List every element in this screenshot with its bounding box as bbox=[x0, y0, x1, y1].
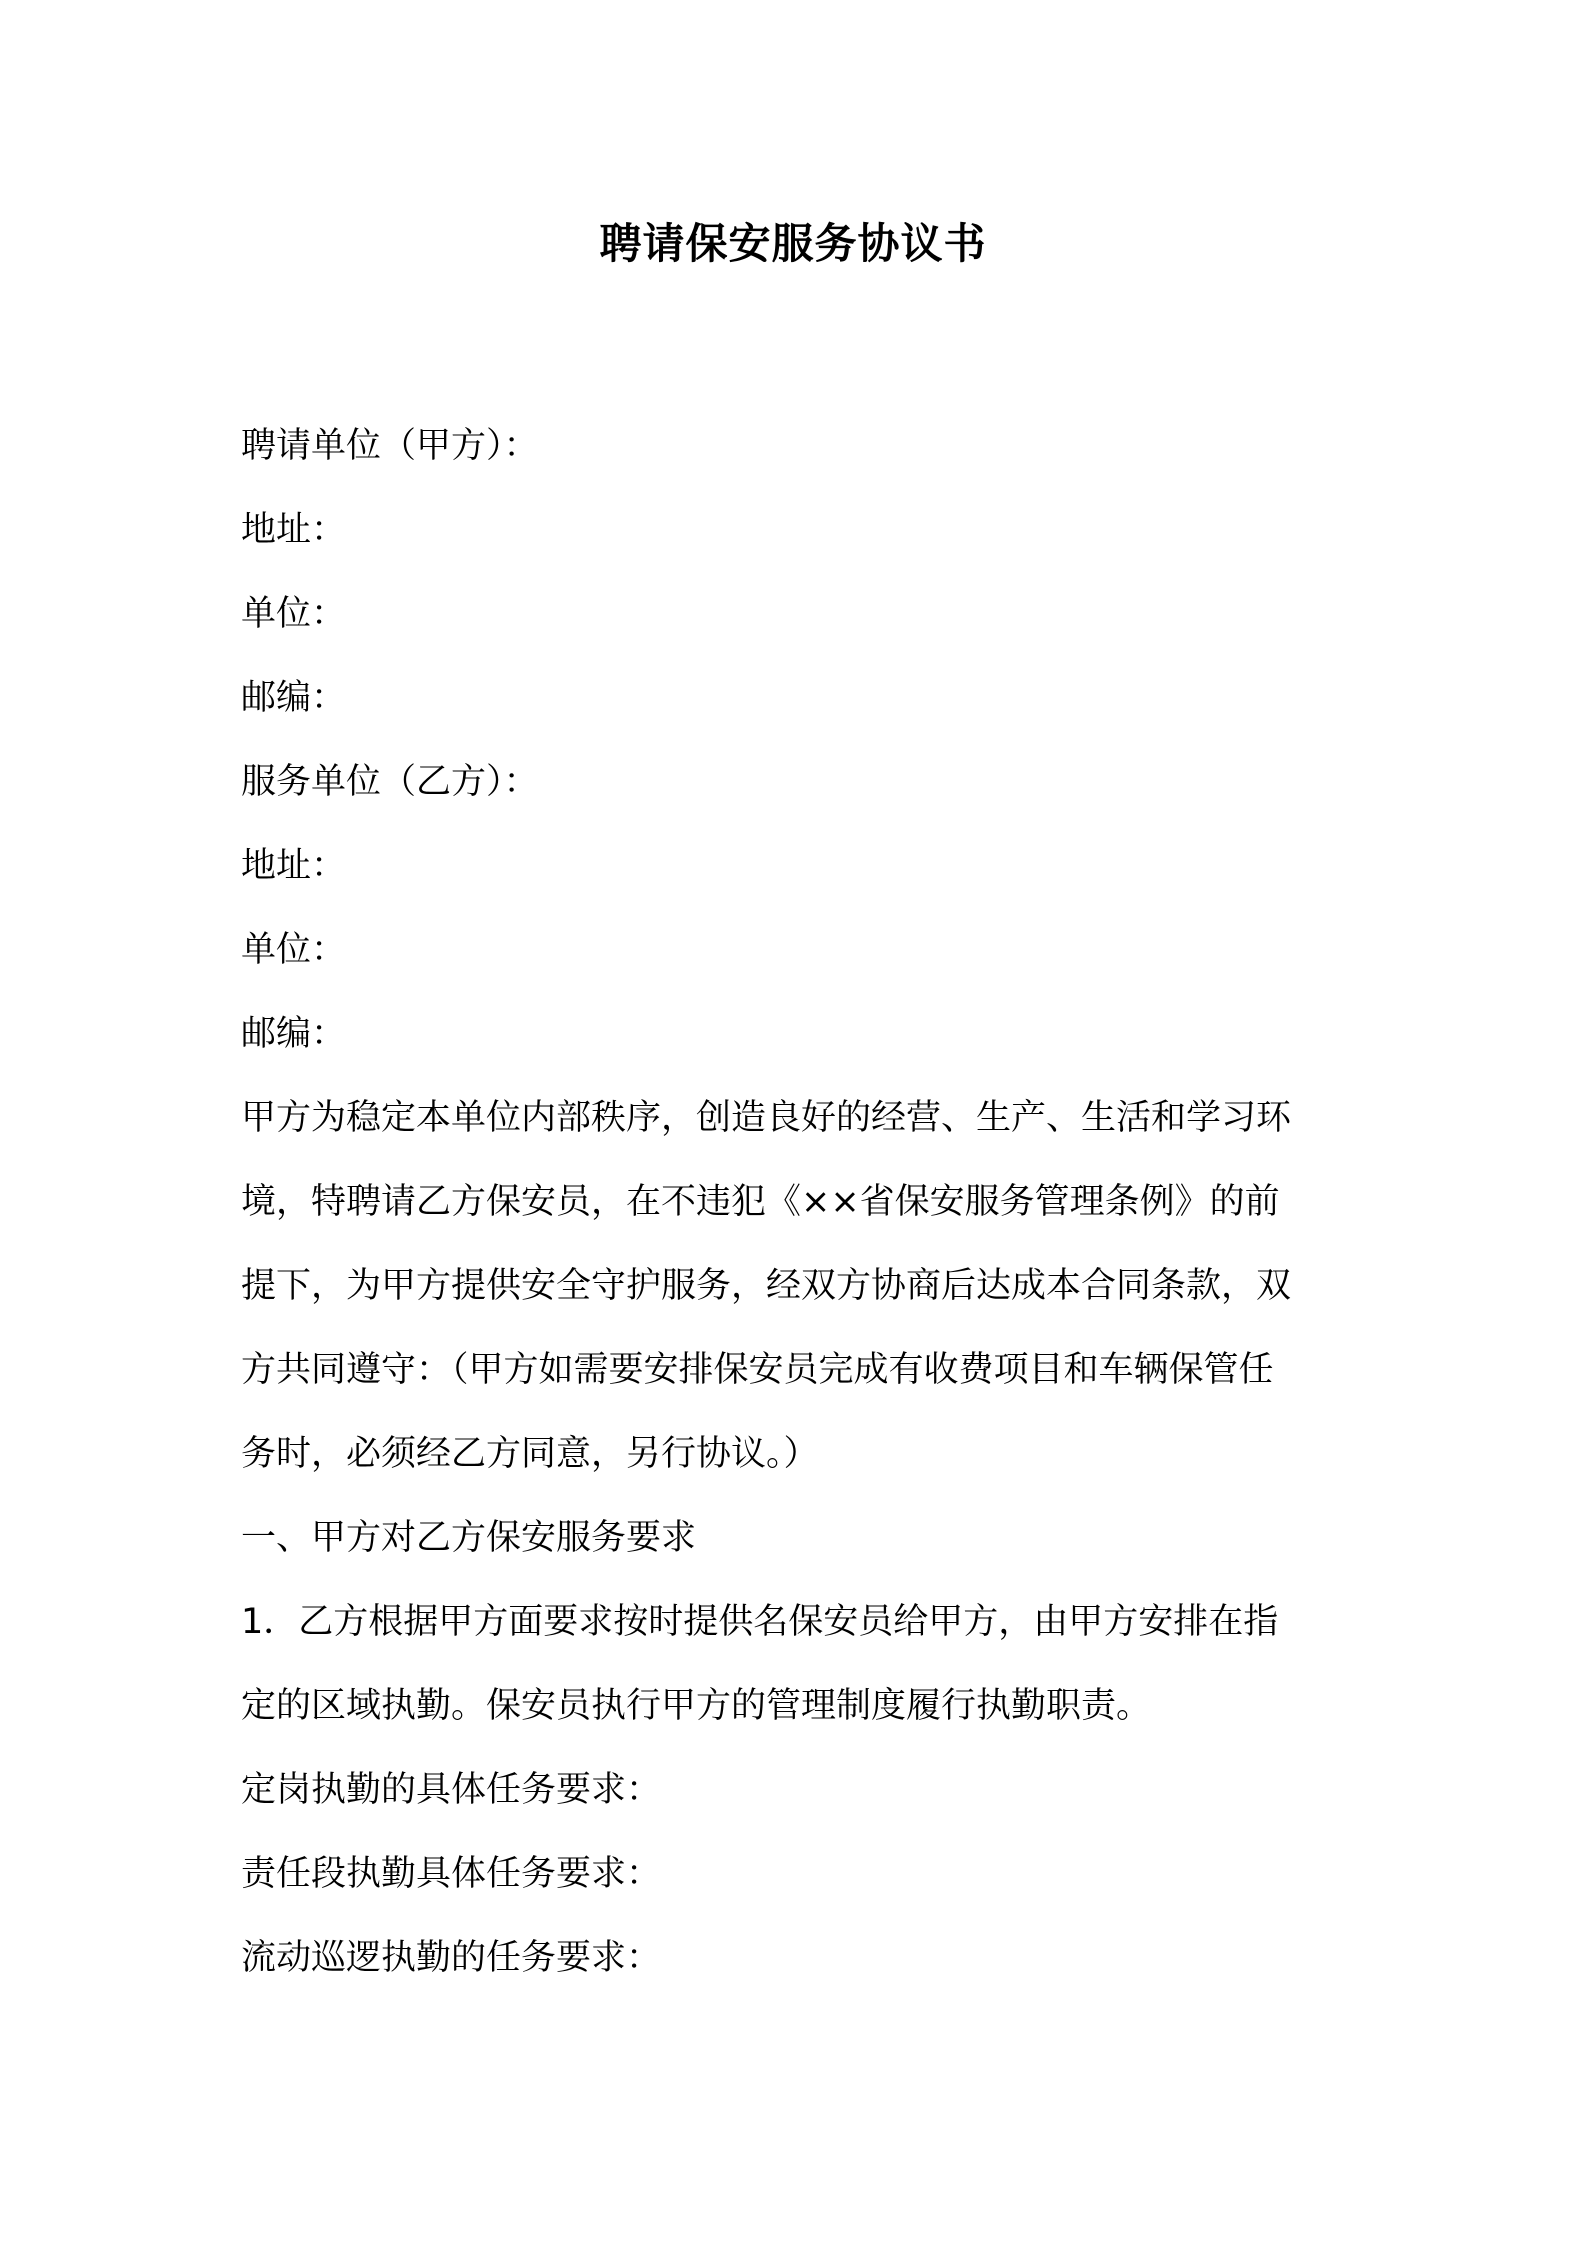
party-a-postcode-label: 邮编： bbox=[241, 678, 347, 718]
document-body bbox=[241, 404, 1351, 2000]
preamble-paragraph bbox=[241, 1076, 1351, 1496]
preamble-line: 务时，必须经乙方同意，另行协议。） bbox=[241, 1434, 819, 1474]
patrol-duty-label: 流动巡逻执勤的任务要求： bbox=[241, 1938, 662, 1978]
party-b-unit-label: 单位： bbox=[241, 930, 347, 970]
preamble-line: 境，特聘请乙方保安员，在不违犯《××省保安服务管理条例》的前 bbox=[241, 1182, 1280, 1222]
party-a-unit-label: 单位： bbox=[241, 594, 347, 634]
preamble-line: 提下，为甲方提供安全守护服务，经双方协商后达成本合同条款，双 bbox=[241, 1266, 1292, 1306]
party-b-heading: 服务单位（乙方）： bbox=[241, 762, 539, 802]
fixed-post-duty-label: 定岗执勤的具体任务要求： bbox=[241, 1770, 662, 1810]
party-a-heading: 聘请单位（甲方）： bbox=[241, 426, 539, 466]
party-a-address-label: 地址： bbox=[241, 510, 347, 550]
preamble-line: 甲方为稳定本单位内部秩序，创造良好的经营、生产、生活和学习环 bbox=[241, 1098, 1292, 1138]
section-1-heading: 一、甲方对乙方保安服务要求 bbox=[241, 1518, 697, 1558]
document-title: 聘请保安服务协议书 bbox=[599, 219, 987, 268]
party-b-postcode-label: 邮编： bbox=[241, 1014, 347, 1054]
item-1-line: 定的区域执勤。保安员执行甲方的管理制度履行执勤职责。 bbox=[241, 1686, 1152, 1726]
section-1-item-1 bbox=[241, 1580, 1351, 1748]
item-1-line: 1．乙方根据甲方面要求按时提供名保安员给甲方，由甲方安排在指 bbox=[241, 1602, 1279, 1642]
section-duty-label: 责任段执勤具体任务要求： bbox=[241, 1854, 662, 1894]
party-b-address-label: 地址： bbox=[241, 846, 347, 886]
preamble-line: 方共同遵守：（甲方如需要安排保安员完成有收费项目和车辆保管任 bbox=[241, 1350, 1274, 1390]
